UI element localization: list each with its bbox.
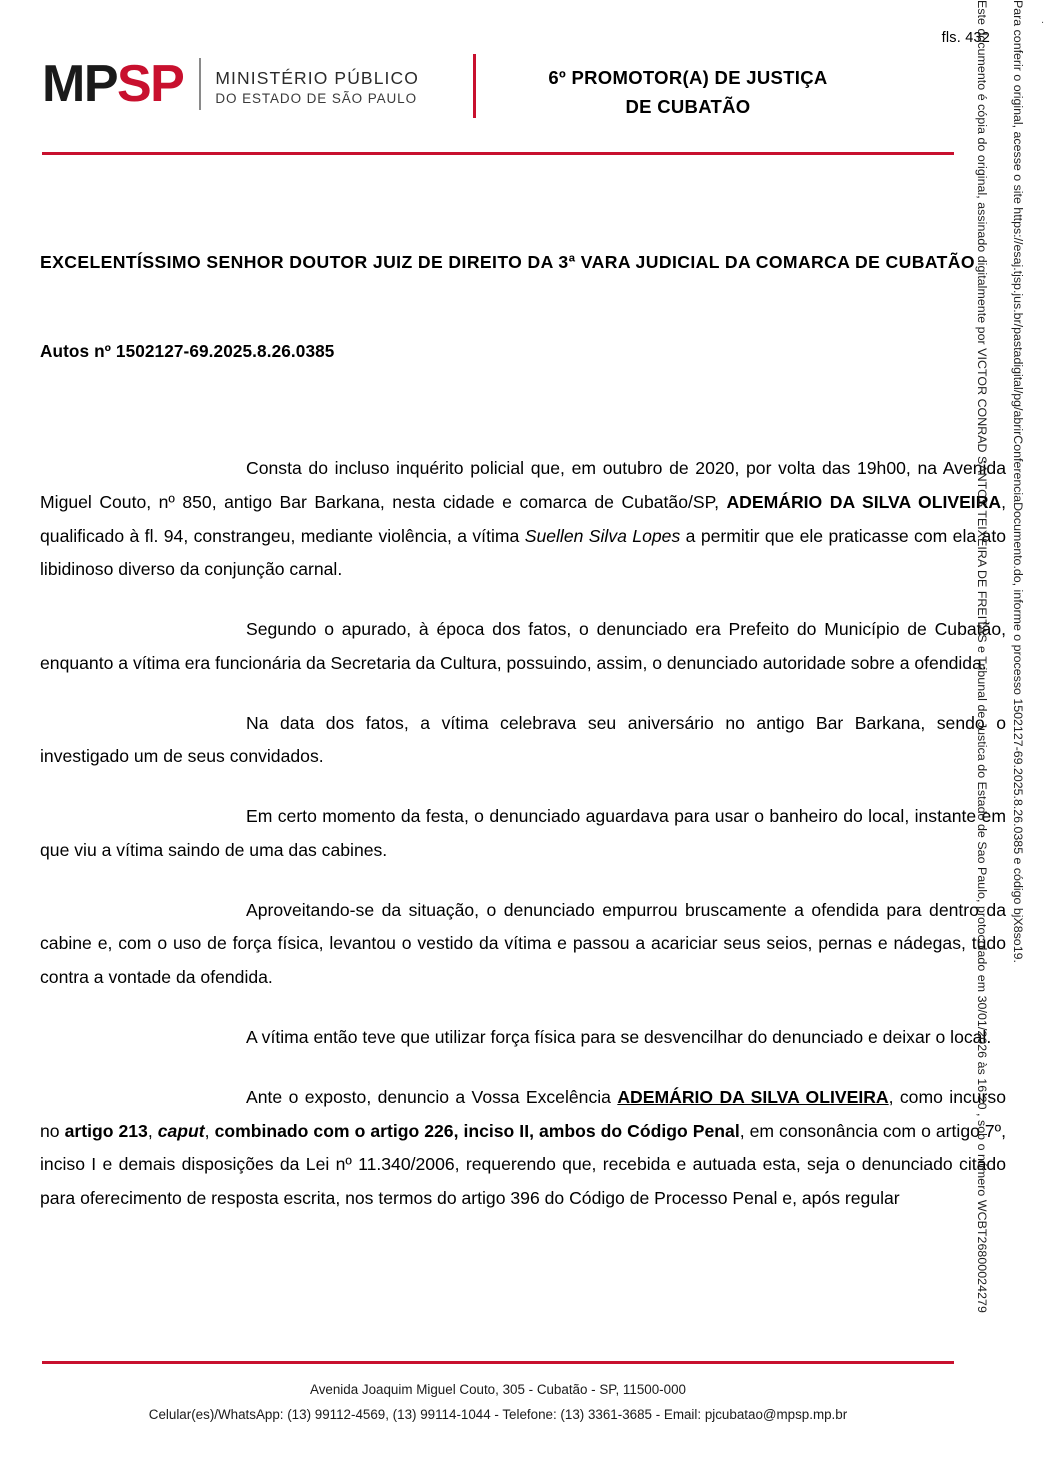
digital-signature-stamp-line2: Para conferir o original, acesse o site https://esaj.tjsp.jus.br/pastadigital/pg/abrirConferenciaDocumento.do, informe o processo 1502127-69.2025.8.26.0385 e código bjX8so19. <box>1011 0 1025 963</box>
defendant-name-1: ADEMÁRIO DA SILVA OLIVEIRA <box>726 491 1002 512</box>
logo-text <box>42 55 184 113</box>
digital-signature-stamp-line1: Este documento é cópia do original, assinado digitalmente por VICTOR CONRAD SANTOS TEIXEIRA DE FREITAS e Tribunal de Justica do Estado de Sao Paulo, protocolado em 30/01/2026 às 16:20 , sob o número WCBT26800024279 <box>975 0 989 1313</box>
legal-article-213: artigo 213 <box>64 1120 148 1141</box>
paragraph-1-text-b: , qualificado à fl. 94, constrangeu, mediante violência, a vítima <box>40 491 1007 546</box>
footer-contacts: Celular(es)/WhatsApp: (13) 99112-4569, (13) 99114-1044 - Telefone: (13) 3361-3685 - Email: pjcubatao@mpsp.mp.br <box>148 1406 848 1422</box>
addressee-heading: EXCELENTÍSSIMO SENHOR DOUTOR JUIZ DE DIREITO DA 3ª VARA JUDICIAL DA COMARCA DE CUBATÃO <box>40 252 975 272</box>
paragraph-1-text-c: a permitir que ele praticasse com ela ato libidinoso diverso da conjunção carnal. <box>40 525 1006 580</box>
logo-mp: MP <box>42 55 117 113</box>
document-footer <box>42 1378 954 1428</box>
promotoria-line2: DE CUBATÃO <box>625 95 751 117</box>
paragraph-7-text-c: , em consonância com o artigo 7º, inciso I e demais disposições da Lei nº 11.340/2006, requerendo que, recebida e autuada esta, seja o denunciado citado para oferecimento de resposta escrita, nos termos do artigo 396 do Código de Processo Penal e, após regular <box>40 1120 1006 1209</box>
paragraph-4: Em certo momento da festa, o denunciado aguardava para usar o banheiro do local, instante em que viu a vítima saindo de uma das cabines. <box>40 806 1006 860</box>
footer-rule <box>42 1361 954 1364</box>
page-edge-marker: . <box>1040 14 1044 26</box>
footer-address: Avenida Joaquim Miguel Couto, 305 - Cubatão - SP, 11500-000 <box>310 1382 686 1397</box>
paragraph-5: Aproveitando-se da situação, o denunciado empurrou bruscamente a ofendida para dentro da cabine e, com o uso de força física, levantou o vestido da vítima e passou a acariciar seus seios, pernas e nádegas, tudo contra a vontade da ofendida. <box>40 899 1006 988</box>
organization-name <box>215 61 419 107</box>
promotoria-line1: 6º PROMOTOR(A) DE JUSTIÇA <box>548 67 828 88</box>
header-rule <box>42 152 954 155</box>
logo-sp: SP <box>117 55 184 113</box>
promotoria-title <box>476 52 954 121</box>
paragraph-7-sep-2: , <box>204 1120 215 1141</box>
paragraph-7-text-b: , como incurso no <box>40 1086 1006 1141</box>
paragraph-7-text-a: Ante o exposto, denuncio a Vossa Excelência <box>246 1086 618 1107</box>
document-header <box>42 52 954 138</box>
victim-name: Suellen Silva Lopes <box>524 525 681 546</box>
paragraph-3: Na data dos fatos, a vítima celebrava seu aniversário no antigo Bar Barkana, sendo o investigado um de seus convidados. <box>40 712 1006 767</box>
case-number-label: Autos nº 1502127-69.2025.8.26.0385 <box>40 340 335 361</box>
paragraph-1-text-a: Consta do incluso inquérito policial que, em outubro de 2020, por volta das 19h00, na Avenida Miguel Couto, nº 850, antigo Bar Barkana, nesta cidade e comarca de Cubatão/SP, <box>40 458 1006 512</box>
paragraph-7-sep-1: , <box>147 1120 158 1141</box>
paragraph-7 <box>40 1081 1006 1216</box>
document-body <box>40 248 1006 1216</box>
logo-divider <box>199 58 201 110</box>
legal-caput: caput <box>157 1120 205 1141</box>
organization-line1: MINISTÉRIO PÚBLICO <box>215 68 419 89</box>
paragraph-2: Segundo o apurado, à época dos fatos, o denunciado era Prefeito do Município de Cubatão, enquanto a vítima era funcionária da Secretaria da Cultura, possuindo, assim, o denunciado autoridade sobre a ofendida. <box>40 619 1006 673</box>
mpsp-logo <box>42 52 419 113</box>
folio-number: fls. 432 <box>941 30 990 46</box>
paragraph-6: A vítima então teve que utilizar força física para se desvencilhar do denunciado e deixar o local. <box>246 1026 992 1047</box>
legal-article-226: combinado com o artigo 226, inciso II, ambos do Código Penal <box>214 1120 740 1141</box>
paragraph-1 <box>40 452 1006 587</box>
organization-line2: DO ESTADO DE SÃO PAULO <box>215 90 417 106</box>
defendant-name-2: ADEMÁRIO DA SILVA OLIVEIRA <box>617 1086 889 1107</box>
